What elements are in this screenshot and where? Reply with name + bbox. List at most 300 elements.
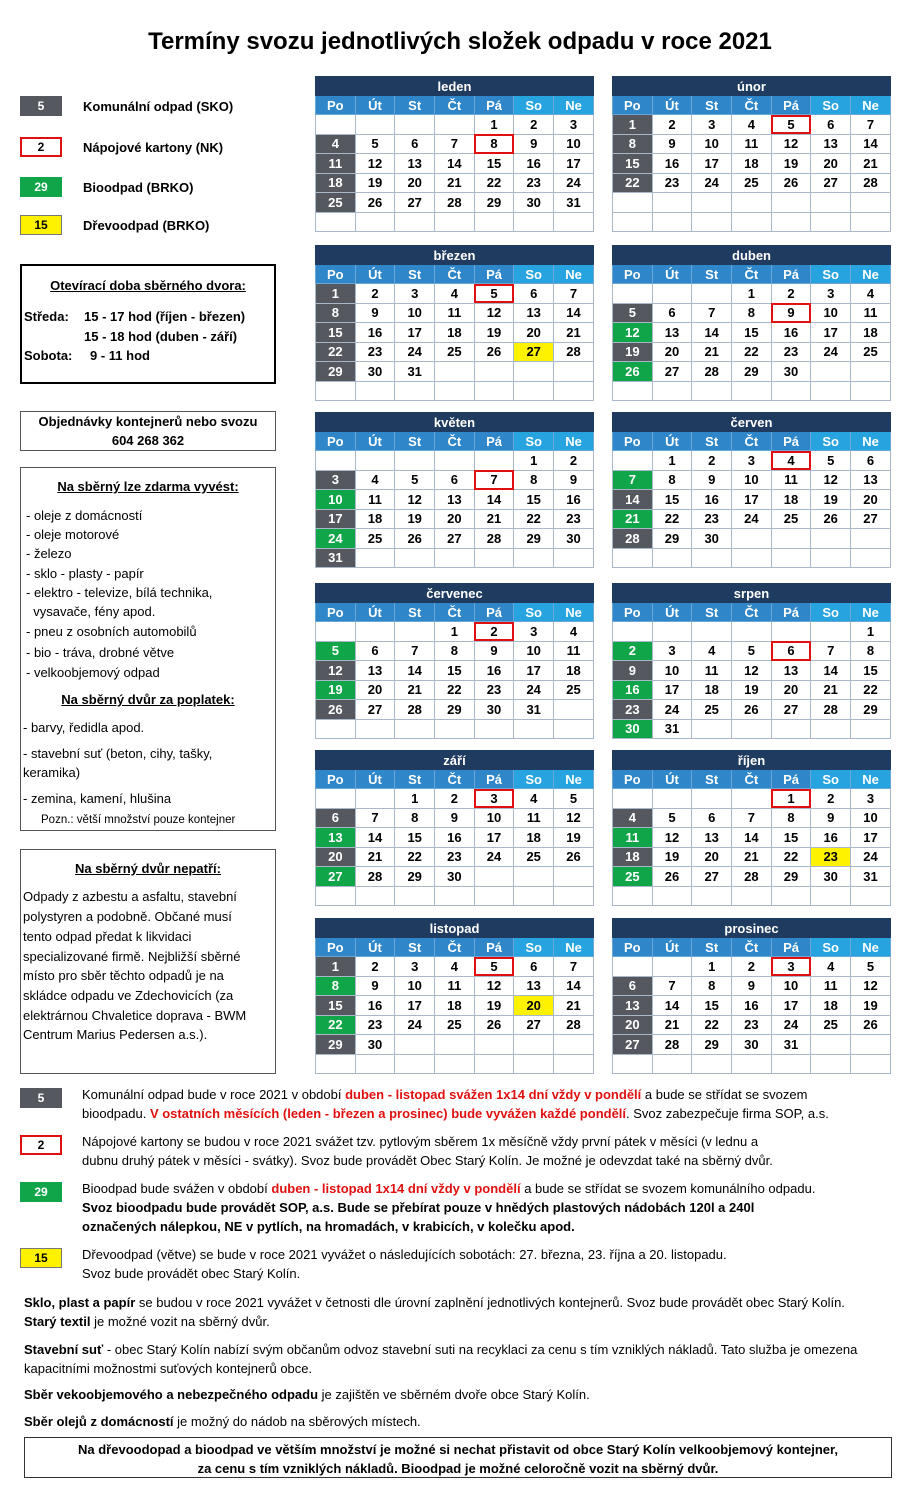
calendar-day: 29 (316, 1035, 356, 1055)
calendar-empty-cell (514, 548, 554, 568)
calendar-day: 27 (316, 867, 356, 887)
weekday-header: So (811, 432, 851, 451)
weekday-header: Po (316, 770, 356, 789)
calendar-day: 29 (474, 193, 514, 213)
calendar-day: 13 (514, 303, 554, 323)
weekday-header: Ne (851, 603, 891, 622)
calendar-day: 16 (652, 154, 692, 174)
footer-line-2: za cenu s tím vzniklých nákladů. Bioodpad je možné celoročně vozit na sběrný dvůr. (197, 1461, 719, 1476)
calendar-empty-cell (514, 362, 554, 382)
calendar-empty-cell (395, 1035, 435, 1055)
calendar-empty-cell (474, 548, 514, 568)
calendar-day: 9 (811, 808, 851, 828)
calendar-empty-cell (732, 1054, 772, 1074)
calendar-empty-cell (652, 1054, 692, 1074)
calendar-day: 27 (771, 700, 811, 720)
calendar-day: 5 (652, 808, 692, 828)
calendar-day: 8 (316, 303, 356, 323)
calendar-day: 23 (692, 509, 732, 529)
calendar-day: 4 (771, 451, 811, 471)
calendar-day: 17 (395, 323, 435, 343)
calendar-empty-cell (554, 886, 594, 906)
calendar-day: 11 (316, 154, 356, 174)
calendar-empty-cell (692, 622, 732, 642)
calendar-day: 28 (652, 1035, 692, 1055)
calendar-day: 19 (474, 996, 514, 1016)
calendar-empty-cell (316, 622, 356, 642)
calendar-empty-cell (554, 1054, 594, 1074)
calendar-empty-cell (554, 1035, 594, 1055)
calendar-day: 22 (435, 680, 475, 700)
calendar-day: 7 (692, 303, 732, 323)
calendar-day: 8 (652, 470, 692, 490)
calendar-day: 9 (732, 976, 772, 996)
calendar-day: 18 (316, 173, 356, 193)
calendar-day: 2 (652, 115, 692, 135)
collection-yard-panel (20, 467, 276, 831)
calendar-day: 26 (811, 509, 851, 529)
note-bio-box: 29 (20, 1182, 62, 1202)
calendar-day: 20 (355, 680, 395, 700)
calendar-empty-cell (692, 1054, 732, 1074)
calendar-day: 17 (692, 154, 732, 174)
calendar-empty-cell (355, 886, 395, 906)
calendar-day: 24 (514, 680, 554, 700)
calendar-day: 8 (771, 808, 811, 828)
calendar-day: 25 (692, 700, 732, 720)
calendar-day: 29 (851, 700, 891, 720)
calendar-day: 15 (851, 661, 891, 681)
calendar-day: 21 (692, 342, 732, 362)
calendar-day: 15 (395, 828, 435, 848)
calendar-day: 4 (554, 622, 594, 642)
calendar-day: 28 (851, 173, 891, 193)
calendar-month (315, 583, 594, 739)
calendar-empty-cell (554, 362, 594, 382)
calendar-empty-cell (811, 719, 851, 739)
calendar-empty-cell (732, 548, 772, 568)
calendar-day: 25 (732, 173, 772, 193)
month-name: únor (613, 77, 891, 96)
calendar-day: 15 (652, 490, 692, 510)
weekday-header: So (514, 432, 554, 451)
calendar-empty-cell (395, 719, 435, 739)
calendar-day: 24 (771, 1015, 811, 1035)
weekday-header: So (514, 265, 554, 284)
calendar-month (315, 412, 594, 568)
calendar-empty-cell (613, 284, 653, 304)
calendar-day: 23 (474, 680, 514, 700)
calendar-day: 7 (355, 808, 395, 828)
calendar-day: 19 (395, 509, 435, 529)
calendar-day: 12 (771, 134, 811, 154)
calendar-day: 13 (851, 470, 891, 490)
calendar-day: 5 (474, 957, 514, 977)
weekday-header: Čt (435, 96, 475, 115)
calendar-day: 3 (395, 957, 435, 977)
calendar-empty-cell (554, 548, 594, 568)
calendar-day: 14 (435, 154, 475, 174)
weekday-header: St (692, 265, 732, 284)
legend-bio-label: Bioodpad (BRKO) (83, 179, 194, 195)
calendar-empty-cell (435, 719, 475, 739)
calendar-empty-cell (613, 381, 653, 401)
weekday-header: Ne (554, 432, 594, 451)
calendar-empty-cell (692, 381, 732, 401)
calendar-empty-cell (851, 212, 891, 232)
calendar-day: 9 (613, 661, 653, 681)
weekday-header: Čt (732, 770, 772, 789)
calendar-day: 23 (554, 509, 594, 529)
calendar-day: 5 (395, 470, 435, 490)
calendar-day: 14 (554, 303, 594, 323)
calendar-day: 23 (514, 173, 554, 193)
calendar-day: 1 (514, 451, 554, 471)
weekday-header: Út (355, 265, 395, 284)
orders-text: Objednávky kontejnerů nebo svozu (38, 414, 258, 429)
weekday-header: So (811, 265, 851, 284)
weekday-header: Čt (732, 432, 772, 451)
calendar-empty-cell (613, 957, 653, 977)
legend-sko (20, 95, 233, 117)
calendar-day: 28 (732, 867, 772, 887)
calendar-day: 12 (652, 828, 692, 848)
calendar-day: 20 (316, 847, 356, 867)
calendar-day: 14 (474, 490, 514, 510)
not-allowed-panel (20, 849, 276, 1074)
calendar-day: 21 (811, 680, 851, 700)
note-sko-d: bioodpadu. (82, 1106, 150, 1121)
calendar-empty-cell (554, 381, 594, 401)
calendar-empty-cell (732, 529, 772, 549)
calendar-day: 3 (732, 451, 772, 471)
calendar-day: 11 (732, 134, 772, 154)
calendar-day: 12 (316, 661, 356, 681)
calendar-day: 30 (514, 193, 554, 213)
note-nk-box: 2 (20, 1135, 62, 1155)
para-oil (24, 1412, 904, 1431)
calendar-day: 16 (355, 323, 395, 343)
calendar-day: 11 (435, 303, 475, 323)
weekday-header: St (692, 938, 732, 957)
calendar-day: 2 (732, 957, 772, 977)
calendar-empty-cell (692, 886, 732, 906)
calendar-empty-cell (316, 212, 356, 232)
calendar-day: 23 (355, 1015, 395, 1035)
calendar-day: 30 (435, 867, 475, 887)
weekday-header: St (395, 938, 435, 957)
calendar-day: 10 (692, 134, 732, 154)
free-item: - pneu z osobních automobilů (26, 624, 197, 639)
calendar-day: 11 (554, 641, 594, 661)
not-allowed-line: Odpady z azbestu a asfaltu, stavební (23, 889, 237, 904)
calendar-empty-cell (652, 622, 692, 642)
calendar-day: 28 (435, 193, 475, 213)
weekday-header: Ne (554, 938, 594, 957)
month-name: říjen (613, 751, 891, 770)
calendar-day: 9 (355, 976, 395, 996)
calendar-day: 17 (851, 828, 891, 848)
calendar-empty-cell (652, 886, 692, 906)
calendar-empty-cell (435, 212, 475, 232)
page-title: Termíny svozu jednotlivých složek odpadu v roce 2021 (148, 28, 772, 55)
calendar-day: 5 (732, 641, 772, 661)
weekday-header: Út (652, 96, 692, 115)
calendar-day: 5 (355, 134, 395, 154)
calendar-day: 7 (554, 284, 594, 304)
legend-sko-box: 5 (20, 96, 62, 116)
calendar-day: 2 (771, 284, 811, 304)
month-name: březen (316, 246, 594, 265)
calendar-day: 6 (514, 957, 554, 977)
calendar-empty-cell (811, 886, 851, 906)
note-nk (20, 1132, 900, 1172)
calendar-empty-cell (316, 789, 356, 809)
weekday-header: Pá (771, 265, 811, 284)
calendar-day: 6 (851, 451, 891, 471)
calendar-empty-cell (613, 1054, 653, 1074)
calendar-day: 24 (316, 529, 356, 549)
calendar-empty-cell (355, 789, 395, 809)
calendar-day: 11 (613, 828, 653, 848)
month-name: duben (613, 246, 891, 265)
not-allowed-line: polystyren a podobně. Občané musí (23, 909, 232, 924)
weekday-header: Pá (771, 938, 811, 957)
weekday-header: Út (652, 603, 692, 622)
free-title: Na sběrný lze zdarma vyvést: (57, 479, 239, 494)
weekday-header: Čt (732, 265, 772, 284)
note-bio-b: duben - listopad 1x14 dní vždy v pondělí (271, 1181, 521, 1196)
note-bio-d: Svoz bioodpadu bude provádět SOP, a.s. Bude se přebírat pouze v hnědých plastových nádobách 120l a 240l (82, 1200, 755, 1215)
calendar-day: 9 (771, 303, 811, 323)
calendar-day: 3 (554, 115, 594, 135)
calendar-day: 24 (811, 342, 851, 362)
calendar-day: 30 (474, 700, 514, 720)
calendar-empty-cell (435, 1035, 475, 1055)
note-wood (20, 1245, 900, 1285)
calendar-day: 25 (851, 342, 891, 362)
calendar-day: 4 (435, 284, 475, 304)
calendar-day: 9 (554, 470, 594, 490)
calendar-day: 27 (514, 1015, 554, 1035)
calendar-empty-cell (692, 719, 732, 739)
calendar-day: 4 (851, 284, 891, 304)
calendar-day: 17 (395, 996, 435, 1016)
calendar-empty-cell (771, 529, 811, 549)
weekday-header: So (811, 770, 851, 789)
opening-hours-panel (20, 264, 276, 384)
calendar-empty-cell (732, 719, 772, 739)
calendar-day: 30 (554, 529, 594, 549)
calendar-day: 22 (613, 173, 653, 193)
calendar-day: 9 (435, 808, 475, 828)
calendar-day: 30 (355, 1035, 395, 1055)
calendar-empty-cell (554, 212, 594, 232)
calendar-empty-cell (851, 719, 891, 739)
calendar-day: 12 (355, 154, 395, 174)
calendar-day: 20 (514, 323, 554, 343)
calendar-day: 25 (316, 193, 356, 213)
weekday-header: Ne (851, 938, 891, 957)
calendar-empty-cell (395, 886, 435, 906)
weekday-header: Po (316, 432, 356, 451)
calendar-day: 15 (474, 154, 514, 174)
weekday-header: So (514, 96, 554, 115)
calendar-day: 27 (355, 700, 395, 720)
weekday-header: St (395, 432, 435, 451)
weekday-header: So (811, 96, 851, 115)
calendar-day: 11 (771, 470, 811, 490)
month-name: listopad (316, 919, 594, 938)
calendar-day: 20 (811, 154, 851, 174)
calendar-day: 15 (692, 996, 732, 1016)
free-item: - železo (26, 546, 72, 561)
calendar-day: 5 (474, 284, 514, 304)
footer-line-1: Na dřevoodopad a bioodpad ve větším množství je možné si nechat přistavit od obce Starý Kolín velkoobjemový kontejner, (78, 1442, 838, 1457)
para-glass-bold: Sklo, plast a papír (24, 1295, 136, 1310)
calendar-empty-cell (851, 548, 891, 568)
calendar-day: 13 (652, 323, 692, 343)
calendar-day: 13 (395, 154, 435, 174)
calendar-empty-cell (613, 193, 653, 213)
calendar-day: 3 (692, 115, 732, 135)
calendar-day: 30 (613, 719, 653, 739)
legend-sko-label: Komunální odpad (SKO) (83, 98, 234, 114)
weekday-header: Pá (474, 770, 514, 789)
calendar-day: 18 (851, 323, 891, 343)
note-bio (20, 1179, 900, 1237)
para-bulky-text: je zajištěn ve sběrném dvoře obce Starý Kolín. (318, 1387, 590, 1402)
calendar-day: 15 (613, 154, 653, 174)
calendar-day: 25 (355, 529, 395, 549)
calendar-day: 27 (652, 362, 692, 382)
calendar-empty-cell (355, 622, 395, 642)
paid-item: keramika) (23, 765, 81, 780)
calendar-day: 27 (395, 193, 435, 213)
weekday-header: Út (652, 265, 692, 284)
calendar-day: 1 (692, 957, 732, 977)
calendar-day: 14 (613, 490, 653, 510)
para-bulky-bold: Sběr vekoobjemového a nebezpečného odpadu (24, 1387, 319, 1402)
legend-bio-box: 29 (20, 177, 62, 197)
calendar-empty-cell (771, 193, 811, 213)
calendar-empty-cell (732, 789, 772, 809)
note-sko-box: 5 (20, 1088, 62, 1108)
calendar-day: 26 (652, 867, 692, 887)
calendar-day: 18 (732, 154, 772, 174)
calendar-day: 10 (851, 808, 891, 828)
calendar-day: 11 (355, 490, 395, 510)
weekday-header: Ne (851, 96, 891, 115)
calendar-empty-cell (613, 451, 653, 471)
calendar-day: 1 (851, 622, 891, 642)
calendar-empty-cell (355, 719, 395, 739)
calendar-day: 3 (474, 789, 514, 809)
calendar-day: 14 (554, 976, 594, 996)
calendar-empty-cell (771, 719, 811, 739)
calendar-day: 2 (474, 622, 514, 642)
calendar-day: 9 (474, 641, 514, 661)
calendar-day: 17 (474, 828, 514, 848)
calendar-day: 20 (652, 342, 692, 362)
calendar-day: 2 (613, 641, 653, 661)
calendar-day: 1 (732, 284, 772, 304)
weekday-header: Pá (771, 770, 811, 789)
calendar-day: 1 (613, 115, 653, 135)
calendar-day: 6 (395, 134, 435, 154)
calendar-month (612, 750, 891, 906)
calendar-day: 19 (554, 828, 594, 848)
calendar-empty-cell (613, 622, 653, 642)
calendar-day: 22 (732, 342, 772, 362)
not-allowed-line: elektrárnou Chvaletice doprava - BWM (23, 1008, 247, 1023)
calendar-day: 25 (514, 847, 554, 867)
calendar-day: 7 (613, 470, 653, 490)
calendar-day: 10 (316, 490, 356, 510)
free-item: - sklo - plasty - papír (26, 566, 144, 581)
calendar-day: 28 (554, 1015, 594, 1035)
weekday-header: Po (316, 96, 356, 115)
calendar-day: 10 (732, 470, 772, 490)
calendar-empty-cell (316, 886, 356, 906)
calendar-day: 26 (851, 1015, 891, 1035)
calendar-day: 27 (811, 173, 851, 193)
calendar-day: 11 (692, 661, 732, 681)
calendar-empty-cell (316, 381, 356, 401)
calendar-month (315, 918, 594, 1074)
calendar-day: 22 (316, 1015, 356, 1035)
calendar-day: 16 (355, 996, 395, 1016)
calendar-day: 15 (514, 490, 554, 510)
calendar-day: 16 (732, 996, 772, 1016)
calendar-day: 16 (771, 323, 811, 343)
note-wood-2: Svoz bude provádět obec Starý Kolín. (82, 1266, 301, 1281)
calendar-day: 16 (811, 828, 851, 848)
calendar-day: 19 (851, 996, 891, 1016)
calendar-day: 22 (771, 847, 811, 867)
free-item: vysavače, fény apod. (26, 604, 156, 619)
calendar-day: 13 (613, 996, 653, 1016)
calendar-day: 19 (652, 847, 692, 867)
weekday-header: Út (355, 938, 395, 957)
legend-wood-label: Dřevoodpad (BRKO) (83, 217, 210, 233)
calendar-empty-cell (435, 886, 475, 906)
calendar-empty-cell (732, 886, 772, 906)
calendar-day: 11 (811, 976, 851, 996)
calendar-day: 22 (851, 680, 891, 700)
calendar-empty-cell (652, 284, 692, 304)
free-item: - oleje motorové (26, 527, 120, 542)
calendar-day: 23 (613, 700, 653, 720)
weekday-header: Ne (851, 432, 891, 451)
weekday-header: So (514, 770, 554, 789)
calendar-day: 1 (435, 622, 475, 642)
calendar-day: 8 (395, 808, 435, 828)
calendar-empty-cell (692, 284, 732, 304)
calendar-day: 4 (316, 134, 356, 154)
calendar-day: 5 (554, 789, 594, 809)
calendar-month (315, 245, 594, 401)
weekday-header: Po (613, 265, 653, 284)
calendar-day: 18 (554, 661, 594, 681)
calendar-day: 23 (732, 1015, 772, 1035)
calendar-day: 7 (732, 808, 772, 828)
note-nk-2: dubnu druhý pátek v měsíci - svátky). Svoz bude provádět Obec Starý Kolín. Je možné je odevzdat také na sběrný dvůr. (82, 1153, 773, 1168)
calendar-day: 23 (355, 342, 395, 362)
calendar-day: 17 (652, 680, 692, 700)
calendar-day: 14 (811, 661, 851, 681)
calendar-day: 1 (474, 115, 514, 135)
